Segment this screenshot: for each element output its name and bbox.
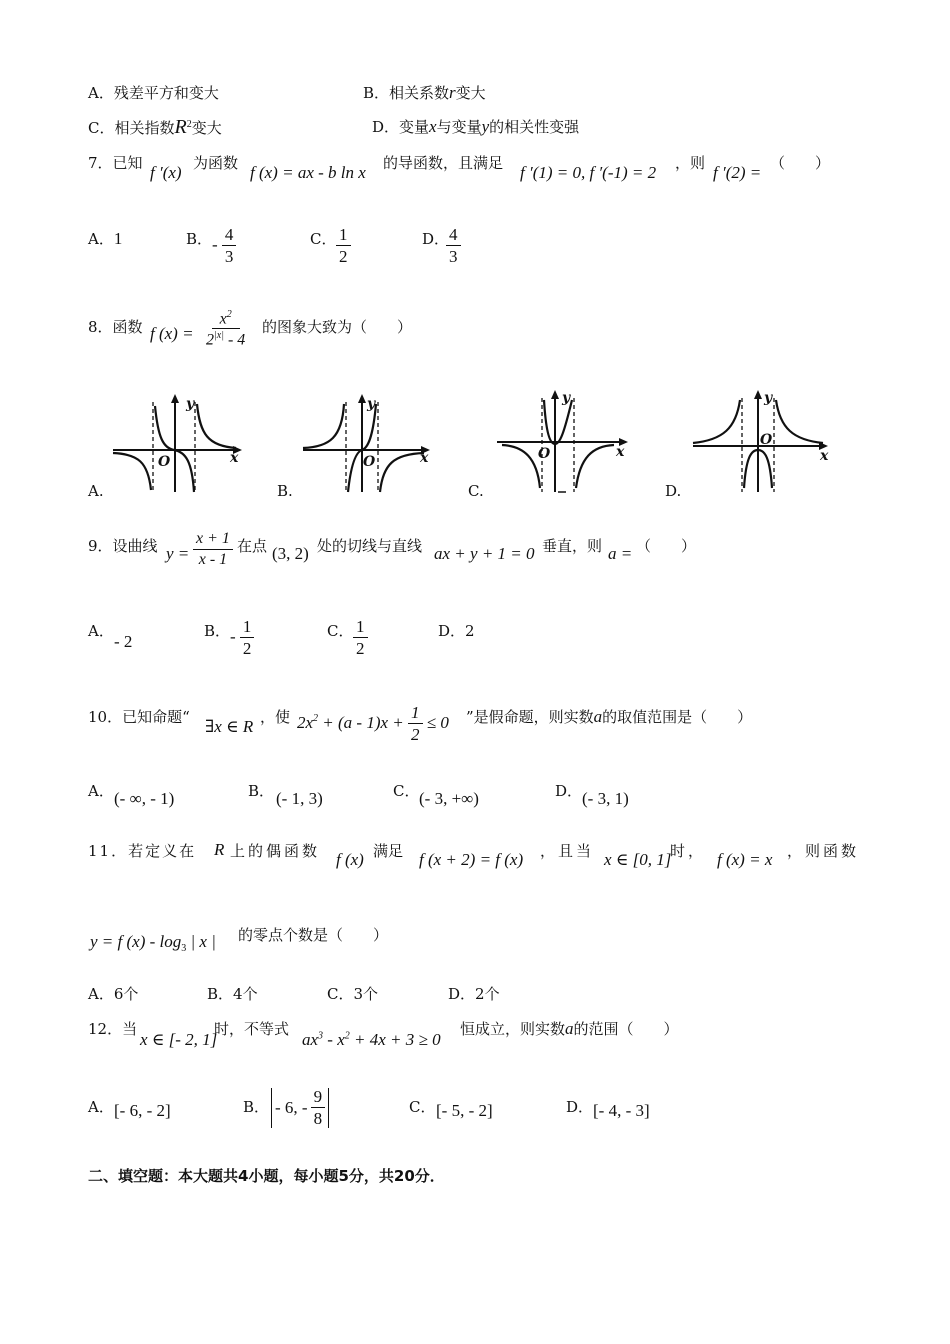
- graph-c-origin: O: [538, 446, 551, 462]
- q9-option-a-label: A．: [88, 622, 114, 640]
- q6-option-b-pre: B．相关系数: [363, 84, 450, 102]
- q7-option-d-value: [446, 226, 461, 266]
- q6-option-c-pre: C．相关指数: [88, 119, 175, 137]
- q6-option-d: [372, 116, 579, 137]
- q10-ineq-sup: 2: [313, 713, 319, 725]
- q7-function: f (x) = ax - b ln x: [250, 163, 366, 182]
- q12-option-a-value: [- 6, - 2]: [114, 1101, 171, 1120]
- q7-stem-mid1: 为函数: [193, 154, 239, 172]
- q10-comma: ，使: [260, 708, 291, 726]
- q10-post-pre: ”是假命题，则实数: [466, 708, 594, 726]
- q12-ineq-end: + 4x + 3 ≥ 0: [349, 1030, 441, 1049]
- graph-c-x-label: x: [616, 444, 625, 460]
- q9-option-b-value: [230, 618, 254, 658]
- q10-stem-post: [466, 706, 752, 727]
- q8-den-rest: - 4: [223, 331, 246, 349]
- graph-c-y-arrow: [551, 390, 559, 399]
- q9-ask: a =: [608, 544, 633, 563]
- q8-graph-c: [492, 388, 637, 498]
- q7-option-d-label: D．: [422, 230, 450, 248]
- q7-option-a-value: 1: [113, 229, 123, 248]
- q11-line2: [90, 932, 216, 954]
- q10-option-b-label: B．: [248, 782, 275, 800]
- q11-stem-mid3: ，且当: [540, 842, 595, 860]
- q8-lhs: f (x) =: [150, 324, 194, 343]
- graph-a-curve-left: [113, 453, 151, 490]
- graph-d-y-label: y: [764, 390, 773, 406]
- q12-post-post: 的范围（ ）: [573, 1020, 679, 1038]
- q7-option-b-value: [212, 226, 236, 266]
- q8-graph-a-label: A.: [88, 482, 104, 500]
- q8-stem-post: 的图象大致为（ ）: [262, 318, 413, 336]
- q7-option-d-den: 3: [449, 246, 458, 266]
- q12-option-d-label: D．: [566, 1098, 594, 1116]
- q10-option-a-label: A．: [88, 782, 114, 800]
- q6-option-b: [363, 82, 486, 103]
- q9-num: x + 1: [193, 531, 233, 550]
- q8-stem-pre: 8．函数: [88, 318, 143, 336]
- q12-ineq-sup2: 2: [344, 1030, 350, 1042]
- graph-a-x-label: x: [230, 450, 239, 466]
- q6-option-c-post: 变大: [191, 119, 222, 137]
- graph-d-x-label: x: [820, 448, 829, 464]
- q7-option-b-den: 3: [224, 246, 234, 266]
- q6-option-a: A．残差平方和变大: [88, 84, 219, 102]
- q11-stem-pre: 11．若定义在: [88, 842, 197, 860]
- q11-f: f (x): [336, 850, 364, 869]
- graph-b-x-label: x: [420, 450, 429, 466]
- q9-stem-mid2: 处的切线与直线: [317, 537, 423, 555]
- q8-num-sup: 2: [226, 309, 232, 320]
- q12-option-a-label: A．: [88, 1098, 114, 1116]
- graph-d-curve-right: [776, 400, 823, 443]
- q12-post-pre: 恒成立，则实数: [460, 1020, 566, 1038]
- q7-stem-mid3: ，则: [675, 154, 706, 172]
- graph-c-curve-right: [576, 445, 614, 488]
- q7-option-c-label: C．: [310, 230, 337, 248]
- q12-cond: x ∈ [- 2, 1]: [140, 1030, 218, 1049]
- q10-post-a: a: [593, 707, 603, 726]
- q12-option-b-value: [271, 1088, 329, 1128]
- q12-option-b-label: B．: [243, 1098, 270, 1116]
- q10-option-b-value: (- 1, 3): [276, 789, 323, 808]
- graph-c-curve-left: [502, 445, 540, 488]
- q6-option-b-var: r: [449, 83, 456, 102]
- q10-ineq-mid: + (a - 1)x +: [318, 712, 409, 732]
- q12-option-b-den: 8: [313, 1108, 323, 1128]
- q10-option-a-value: (- ∞, - 1): [114, 789, 175, 808]
- q11-line2-post: 的零点个数是（ ）: [238, 926, 389, 944]
- graph-b-y-label: y: [367, 396, 376, 412]
- q6-option-d-mid: 与变量: [436, 118, 482, 136]
- q10-option-d-value: (- 3, 1): [582, 789, 629, 808]
- q9-option-d: D．2: [438, 622, 475, 640]
- q10-inequality: [297, 704, 449, 744]
- q12-option-d-value: [- 4, - 3]: [593, 1101, 650, 1120]
- q11-option-c: C．3个: [327, 985, 379, 1003]
- graph-c-y-label: y: [562, 390, 571, 406]
- q12-post-a: a: [565, 1019, 574, 1038]
- q7-stem-mid2: 的导函数，且满足: [383, 154, 504, 172]
- q9-option-c-num: 1: [353, 618, 368, 638]
- q11-R: R: [214, 840, 225, 859]
- q11-stem-mid5: ，则函数: [787, 842, 860, 860]
- q11-line2-rest: | x |: [186, 932, 216, 951]
- q8-num: x: [219, 310, 227, 328]
- q10-frac-den: 2: [411, 724, 420, 744]
- q11-eq: f (x + 2) = f (x): [419, 850, 524, 869]
- q7-option-c-num: 1: [336, 226, 351, 246]
- q11-stem-mid4: 时，: [670, 842, 707, 860]
- q9-den: x - 1: [198, 550, 228, 568]
- q10-option-c-value: (- 3, +∞): [419, 789, 479, 808]
- q8-graph-d: [688, 388, 838, 498]
- q9-option-b-num: 1: [240, 618, 255, 638]
- q9-paren: （ ）: [636, 537, 697, 555]
- q10-exists: ∃x ∈ R: [205, 717, 254, 736]
- q6-option-c-sup: 2: [186, 119, 192, 130]
- q9-stem-mid3: 垂直，则: [542, 537, 603, 555]
- q11-line2-lhs: y = f (x) - log: [90, 932, 182, 951]
- q6-option-d-y: y: [481, 117, 490, 136]
- q9-option-b-sign: -: [230, 626, 236, 646]
- graph-a-y-label: y: [186, 396, 195, 412]
- q9-option-c-value: [353, 618, 368, 658]
- q9-option-c-label: C．: [327, 622, 354, 640]
- q7-stem-pre: 7．已知: [88, 154, 143, 172]
- q10-stem-pre: 10．已知命题“: [88, 708, 190, 726]
- q7-ask: f ′(2) =: [713, 163, 762, 182]
- q12-ineq-sup: 3: [318, 1030, 324, 1042]
- q6-option-c-var: R: [174, 116, 187, 138]
- q11-stem-mid2: 满足: [373, 842, 404, 860]
- q7-option-c-den: 2: [339, 246, 348, 266]
- q8-graph-b-label: B.: [277, 482, 293, 500]
- q10-post-post: 的取值范围是（ ）: [602, 708, 753, 726]
- q7-option-d-num: 4: [446, 226, 461, 246]
- q9-option-a-value: - 2: [114, 632, 133, 651]
- q8-graph-c-label: C.: [468, 482, 484, 500]
- q7-paren: （ ）: [770, 154, 831, 172]
- q9-point: (3, 2): [272, 544, 309, 563]
- q7-derivative: f ′(x): [150, 163, 182, 182]
- q10-ineq-2x: 2x: [297, 712, 314, 732]
- q7-condition: f ′(1) = 0, f ′(-1) = 2: [520, 163, 657, 182]
- q10-frac-num: 1: [408, 704, 423, 724]
- q9-y-eq: y =: [166, 544, 190, 563]
- q9-stem-pre: 9．设曲线: [88, 537, 158, 555]
- q9-stem-mid1: 在点: [237, 537, 268, 555]
- graph-a-curve-right: [197, 404, 236, 448]
- q12-option-b-num: 9: [311, 1088, 326, 1108]
- q9-option-c-den: 2: [356, 638, 365, 658]
- q6-option-d-x: x: [429, 117, 437, 136]
- graph-d-y-arrow: [754, 390, 762, 399]
- q12-stem-post: [460, 1018, 679, 1039]
- q12-inequality: [302, 1030, 441, 1050]
- graph-a-y-arrow: [171, 394, 179, 403]
- q11-line2-sub: 3: [181, 943, 187, 954]
- q8-graph-b: [298, 392, 438, 497]
- q10-option-c-label: C．: [393, 782, 420, 800]
- q8-fraction: [206, 310, 245, 349]
- q9-fraction: [193, 531, 233, 569]
- q6-option-b-post: 变大: [455, 84, 486, 102]
- q9-line: ax + y + 1 = 0: [434, 544, 535, 563]
- graph-b-curve-right: [380, 453, 424, 492]
- q8-den-base: 2: [206, 331, 214, 349]
- q9-option-b-den: 2: [242, 638, 252, 658]
- q11-option-b: B．4个: [207, 985, 258, 1003]
- q6-option-d-post: 的相关性变强: [489, 118, 580, 136]
- q7-option-b-label: B．: [186, 230, 213, 248]
- graph-b-origin: O: [363, 454, 376, 470]
- graph-c-curve-middle: [544, 400, 572, 444]
- q7-option-b-sign: -: [212, 234, 218, 254]
- q12-stem-mid1: 时，不等式: [214, 1020, 290, 1038]
- q12-ineq-rest: - x: [323, 1030, 345, 1049]
- q12-option-c-label: C．: [409, 1098, 436, 1116]
- q6-option-d-pre: D．变量: [372, 118, 430, 136]
- q7-option-c-value: [336, 226, 351, 266]
- q7-option-b-num: 4: [222, 226, 237, 246]
- graph-d-origin: O: [760, 432, 773, 448]
- q11-fx: f (x) = x: [717, 850, 773, 869]
- q12-stem-pre: 12．当: [88, 1020, 138, 1038]
- graph-d-curve-left: [693, 400, 740, 443]
- q10-ineq-end: ≤ 0: [422, 712, 449, 732]
- q11-option-d: D．2个: [448, 985, 500, 1003]
- q6-option-c: [88, 116, 222, 139]
- q8-graph-a: [108, 392, 248, 497]
- q8-den-sup: |x|: [214, 330, 224, 342]
- q7-option-a: [88, 228, 122, 249]
- q12-option-b-left: - 6, -: [275, 1097, 308, 1117]
- graph-b-y-arrow: [358, 394, 366, 403]
- q10-option-d-label: D．: [555, 782, 583, 800]
- graph-a-origin: O: [158, 454, 171, 470]
- q8-graph-d-label: D.: [665, 482, 682, 500]
- q9-option-b-label: B．: [204, 622, 231, 640]
- q12-ineq-ax: ax: [302, 1030, 319, 1049]
- q12-option-c-value: [- 5, - 2]: [436, 1101, 493, 1120]
- q11-stem-mid1: 上的偶函数: [230, 842, 321, 860]
- graph-b-curve-left: [303, 404, 344, 448]
- q11-cond: x ∈ [0, 1]: [604, 850, 672, 869]
- q7-option-a-label: A．: [88, 230, 114, 248]
- q11-option-a: A．6个: [88, 985, 139, 1003]
- section-2-heading: 二、填空题：本大题共4小题，每小题5分，共20分．: [88, 1167, 445, 1185]
